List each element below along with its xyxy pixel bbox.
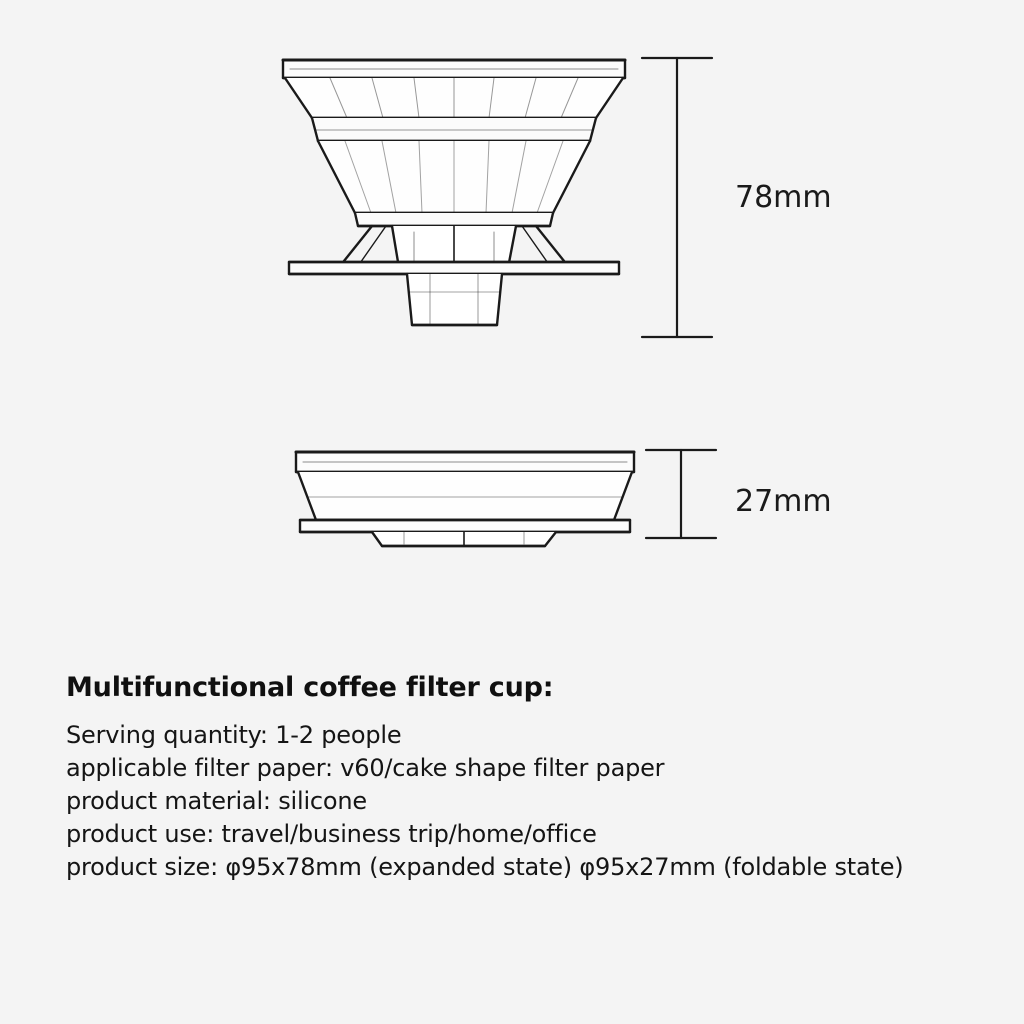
dimension-label-expanded-height: 78mm — [735, 180, 832, 215]
spec-title: Multifunctional coffee filter cup: — [66, 672, 554, 703]
folded-dripper-drawing — [296, 452, 634, 546]
spec-line-size: product size: φ95x78mm (expanded state) φ95x27mm (foldable state) — [66, 853, 904, 882]
spec-line-serving-quantity: Serving quantity: 1-2 people — [66, 721, 402, 749]
product-spec-block — [66, 672, 1006, 885]
spec-line-material: product material: silicone — [66, 787, 367, 816]
dimension-line-78mm — [642, 58, 712, 337]
dimension-line-27mm — [646, 450, 716, 538]
spec-line-use: product use: travel/business trip/home/office — [66, 820, 597, 849]
dimension-label-folded-height: 27mm — [735, 484, 832, 519]
expanded-dripper-drawing — [283, 60, 625, 325]
spec-line-filter-paper: applicable filter paper: v60/cake shape filter paper — [66, 754, 665, 783]
